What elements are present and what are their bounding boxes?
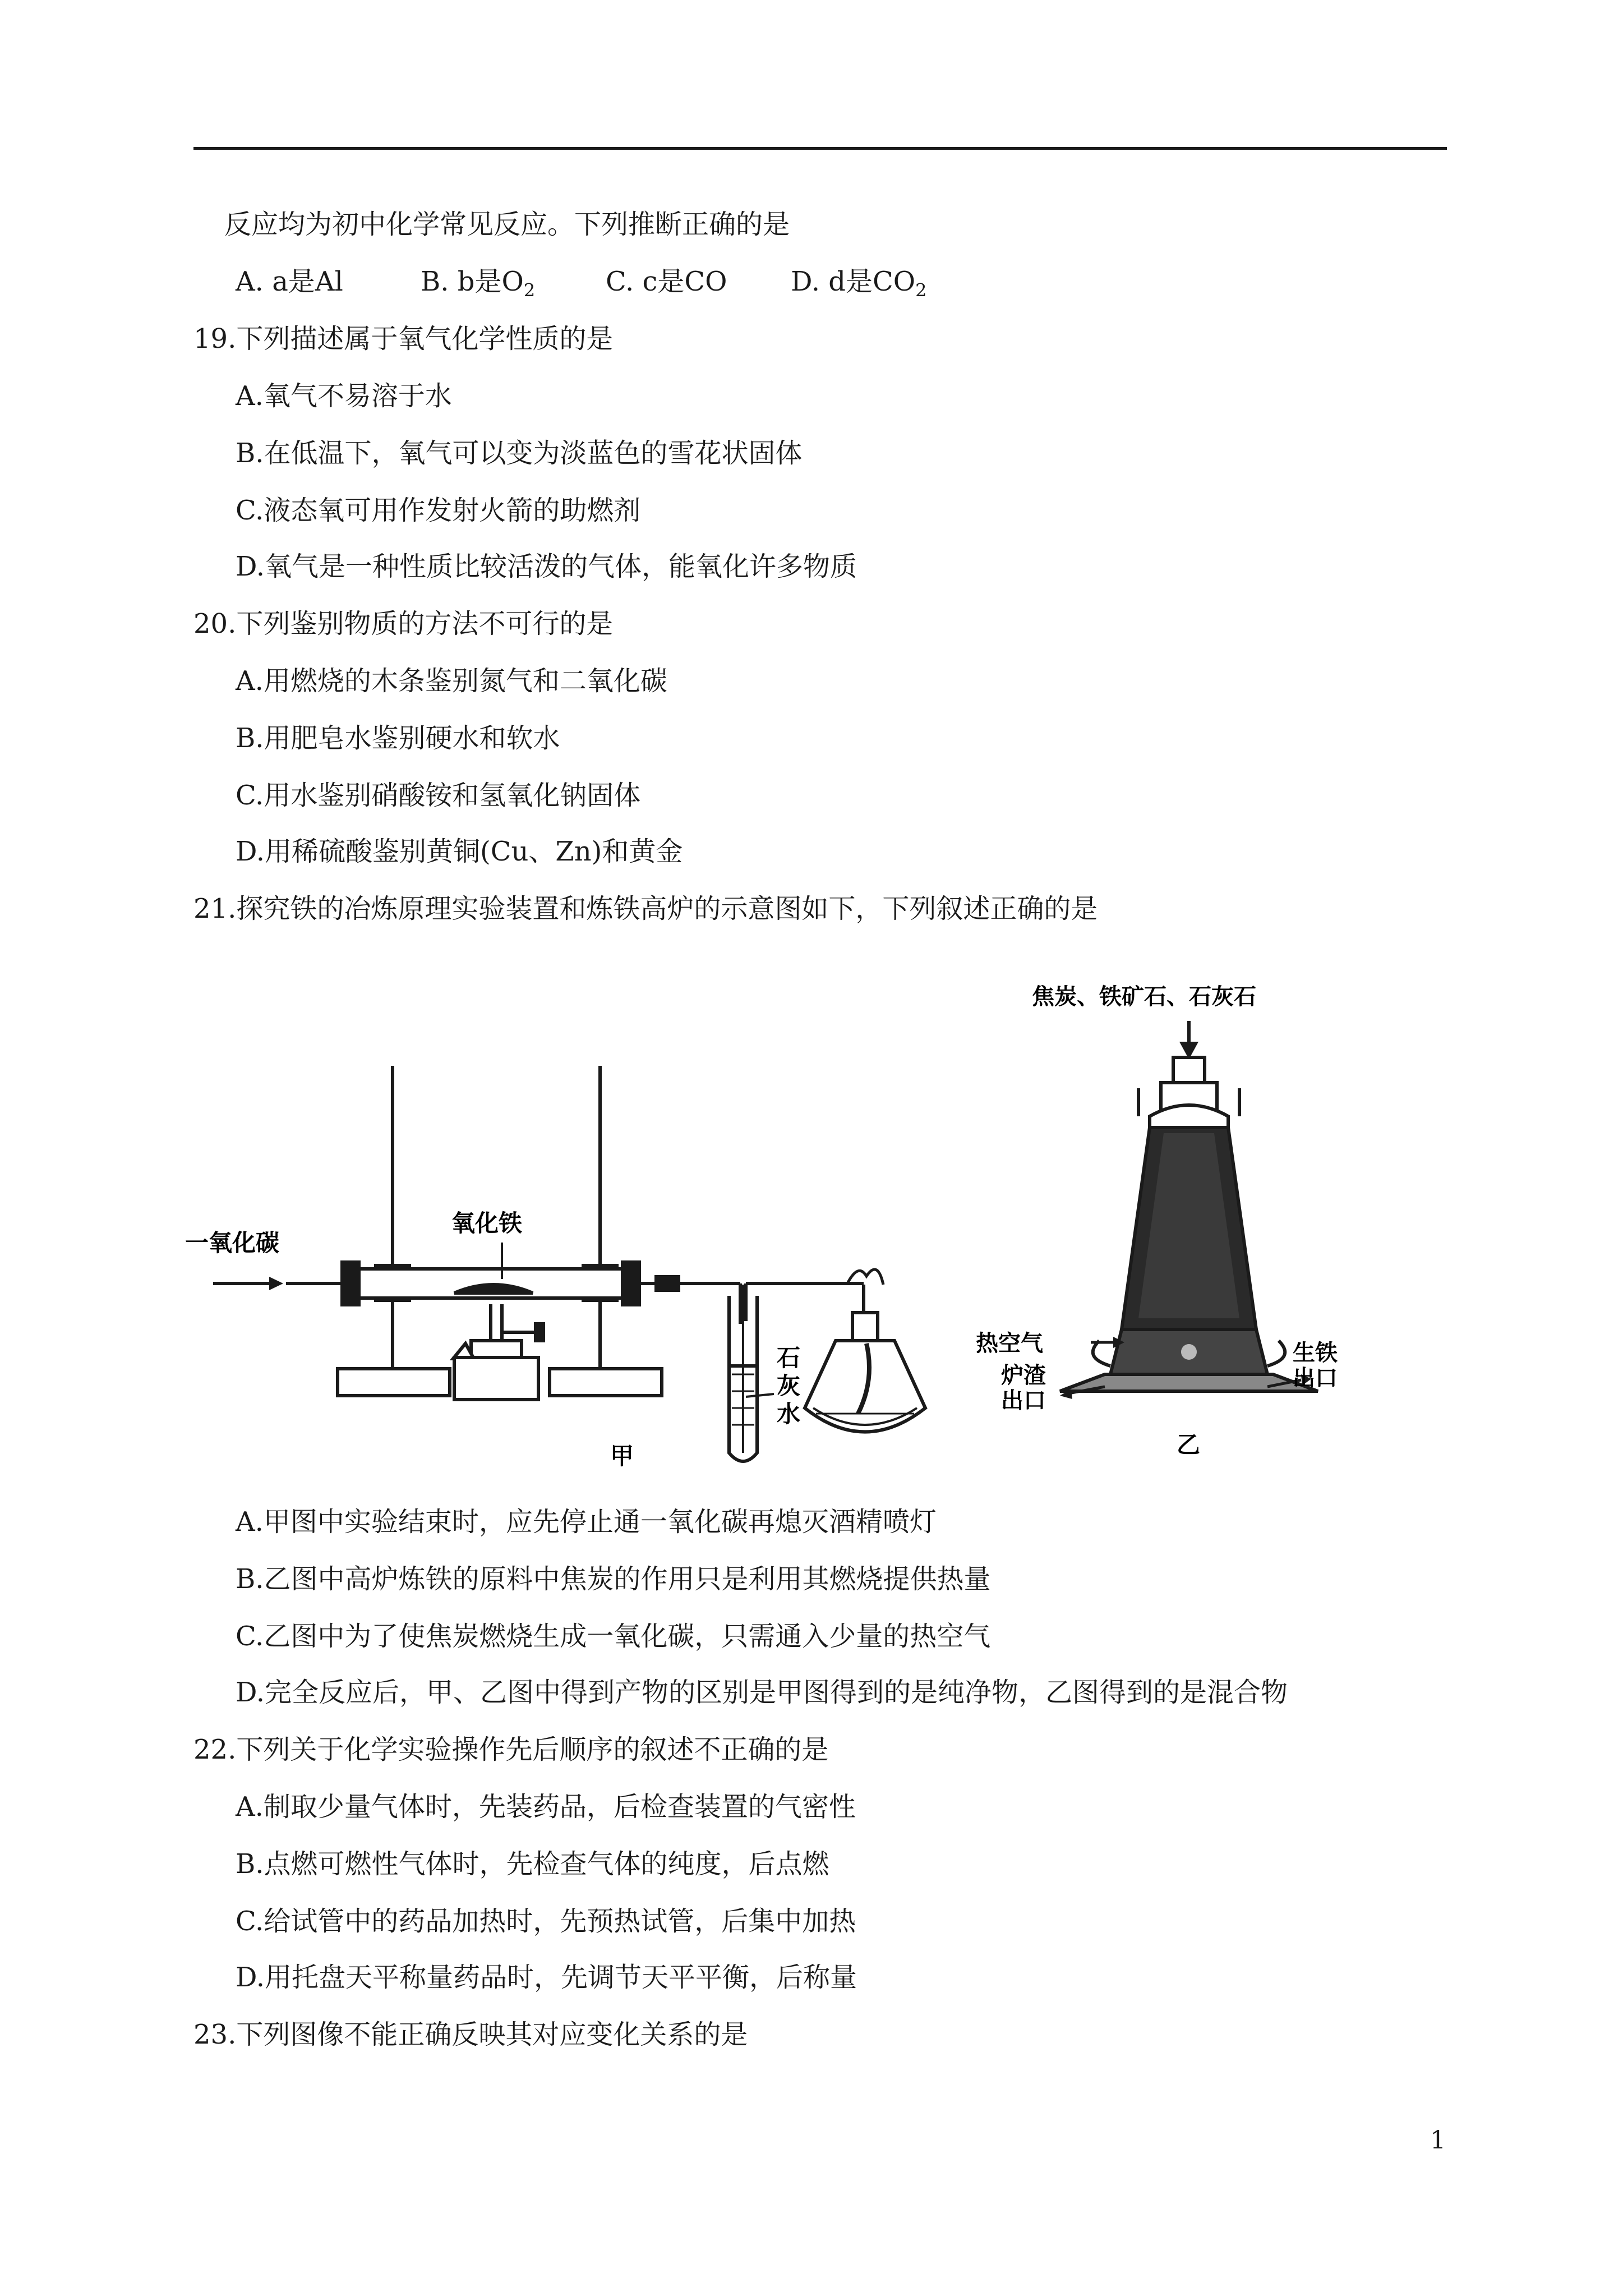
q20-option-c: C.用水鉴别硝酸铵和氢氧化钠固体 (236, 780, 641, 811)
q20-option-a: A.用燃烧的木条鉴别氮气和二氧化碳 (236, 665, 667, 697)
q19-option-b: B.在低温下，氧气可以变为淡蓝色的雪花状固体 (236, 438, 803, 469)
caption-yi: 乙 (1177, 1431, 1201, 1458)
label-limewater-2: 灰 (777, 1372, 801, 1400)
q20-option-b: B.用肥皂水鉴别硬水和软水 (236, 723, 560, 754)
q18-continuation: 反应均为初中化学常见反应。下列推断正确的是 (224, 209, 790, 240)
q19-option-c: C.液态氧可用作发射火箭的助燃剂 (236, 495, 641, 526)
q21-stem: 21.探究铁的冶炼原理实验装置和炼铁高炉的示意图如下，下列叙述正确的是 (193, 893, 1098, 924)
label-slag-2: 出口 (1001, 1388, 1046, 1414)
q18-option-b: B. b是$O_2$ (421, 266, 536, 301)
label-furnace-top: 焦炭、铁矿石、石灰石 (1032, 984, 1256, 1010)
header-rule (193, 147, 1447, 150)
q21-option-b: B.乙图中高炉炼铁的原料中焦炭的作用只是利用其燃烧提供热量 (236, 1563, 991, 1595)
q18-option-a: A. a是Al (236, 266, 343, 297)
q18-options (236, 265, 926, 307)
page-number: 1 (1430, 2126, 1446, 2155)
label-limewater-3: 水 (777, 1400, 801, 1428)
q18-option-d: D. d是$CO_2$ (791, 266, 927, 301)
label-iron-2: 出口 (1293, 1365, 1338, 1391)
q19-option-d: D.氧气是一种性质比较活泼的气体，能氧化许多物质 (236, 551, 857, 582)
q20-option-d: D.用稀硫酸鉴别黄铜(Cu、Zn)和黄金 (236, 836, 683, 867)
label-hot-air: 热空气 (976, 1331, 1043, 1356)
q22-stem: 22.下列关于化学实验操作先后顺序的叙述不正确的是 (193, 1734, 829, 1765)
label-iron-1: 生铁 (1293, 1340, 1338, 1366)
co-inlet-arrow (213, 1277, 283, 1290)
q22-option-a: A.制取少量气体时，先装药品，后检查装置的气密性 (236, 1791, 856, 1823)
q22-option-c: C.给试管中的药品加热时，先预热试管，后集中加热 (236, 1906, 856, 1937)
q19-option-a: A.氧气不易溶于水 (236, 380, 452, 412)
figure-yi (1060, 1021, 1318, 1391)
q19-stem: 19.下列描述属于氧气化学性质的是 (193, 323, 614, 355)
label-fe2o3: 氧化铁 (451, 1209, 523, 1237)
q20-stem: 20.下列鉴别物质的方法不可行的是 (193, 608, 614, 639)
label-limewater-1: 石 (777, 1344, 801, 1372)
figure-jia (286, 1066, 925, 1461)
caption-jia: 甲 (610, 1442, 634, 1470)
q21-option-a: A.甲图中实验结束时，应先停止通一氧化碳再熄灭酒精喷灯 (236, 1506, 937, 1538)
label-slag-1: 炉渣 (1001, 1363, 1046, 1388)
q21-option-c: C.乙图中为了使焦炭燃烧生成一氧化碳，只需通入少量的热空气 (236, 1621, 991, 1652)
q22-option-b: B.点燃可燃性气体时，先检查气体的纯度，后点燃 (236, 1848, 829, 1880)
q23-stem: 23.下列图像不能正确反映其对应变化关系的是 (193, 2019, 748, 2050)
label-co: 一氧化碳 (185, 1229, 280, 1257)
q18-option-c: C. c是CO (606, 266, 727, 297)
q21-figure (185, 948, 1363, 1481)
q22-option-d: D.用托盘天平称量药品时，先调节天平平衡，后称量 (236, 1962, 857, 1993)
q21-option-d: D.完全反应后，甲、乙图中得到产物的区别是甲图得到的是纯净物，乙图得到的是混合物 (236, 1677, 1288, 1708)
